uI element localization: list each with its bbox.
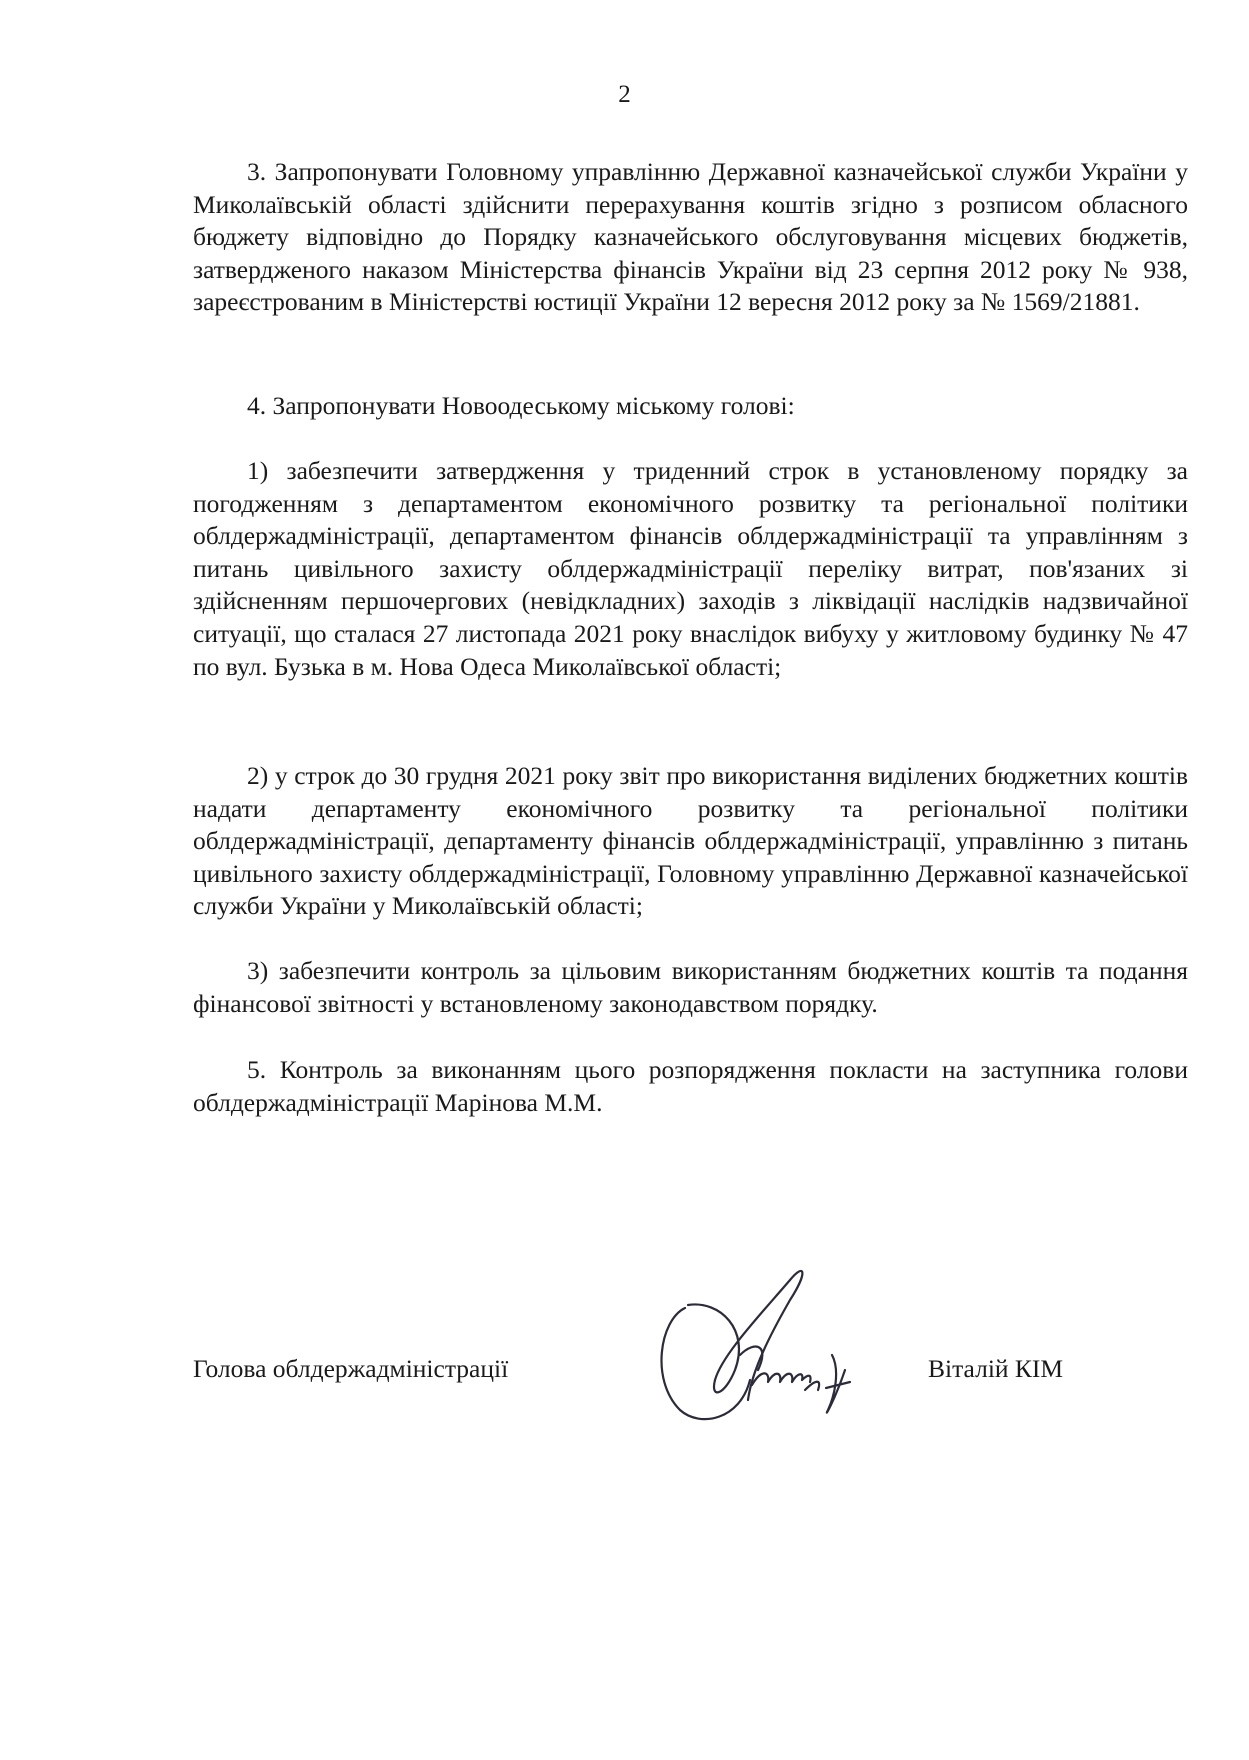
handwritten-signature — [640, 1260, 870, 1430]
signatory-name: Віталій КІМ — [928, 1354, 1064, 1383]
paragraph-4: 4. Запропонувати Новоодеському міському голові: — [247, 391, 795, 420]
signatory-position: Голова облдержадміністрації — [193, 1354, 509, 1383]
paragraph-4-item-1: 1) забезпечити затвердження у триденний строк в установленому порядку за погодженням з департаментом економічного розвитку та регіональної політики облдержадміністрації, департаментом фінансів облдержадміністрації та управлінням з питань цивільного захисту облдержадміністрації переліку витрат, пов'язаних зі здійсненням першочергових (невідкладних) заходів з ліквідації наслідків надзвичайної ситуації, що сталася 27 листопада 2021 року внаслідок вибуху у житловому будинку № 47 по вул. Бузька в м. Нова Одеса Миколаївської області; — [193, 456, 1188, 681]
paragraph-3: 3. Запропонувати Головному управлінню Державної казначейської служби України у Миколаївській області здійснити перерахування коштів згідно з розписом обласного бюджету відповідно до Порядку казначейського обслуговування місцевих бюджетів, затвердженого наказом Міністерства фінансів України від 23 серпня 2012 року № 938, зареєстрованим в Міністерстві юстиції України 12 вересня 2012 року за № 1569/21881. — [193, 157, 1188, 317]
paragraph-5: 5. Контроль за виконанням цього розпорядження покласти на заступника голови облдержадміністрації Марінова М.М. — [193, 1055, 1188, 1117]
signature-block — [0, 1260, 1249, 1430]
paragraph-4-item-2: 2) у строк до 30 грудня 2021 року звіт про використання виділених бюджетних коштів надати департаменту економічного розвитку та регіональної політики облдержадміністрації, департаменту фінансів облдержадміністрації, управлінню з питань цивільного захисту облдержадміністрації, Головному управлінню Державної казначейської служби України у Миколаївській області; — [193, 761, 1188, 921]
paragraph-4-item-3: 3) забезпечити контроль за цільовим використанням бюджетних коштів та подання фінансової звітності у встановленому законодавством порядку. — [193, 956, 1188, 1018]
page-number: 2 — [618, 81, 631, 108]
